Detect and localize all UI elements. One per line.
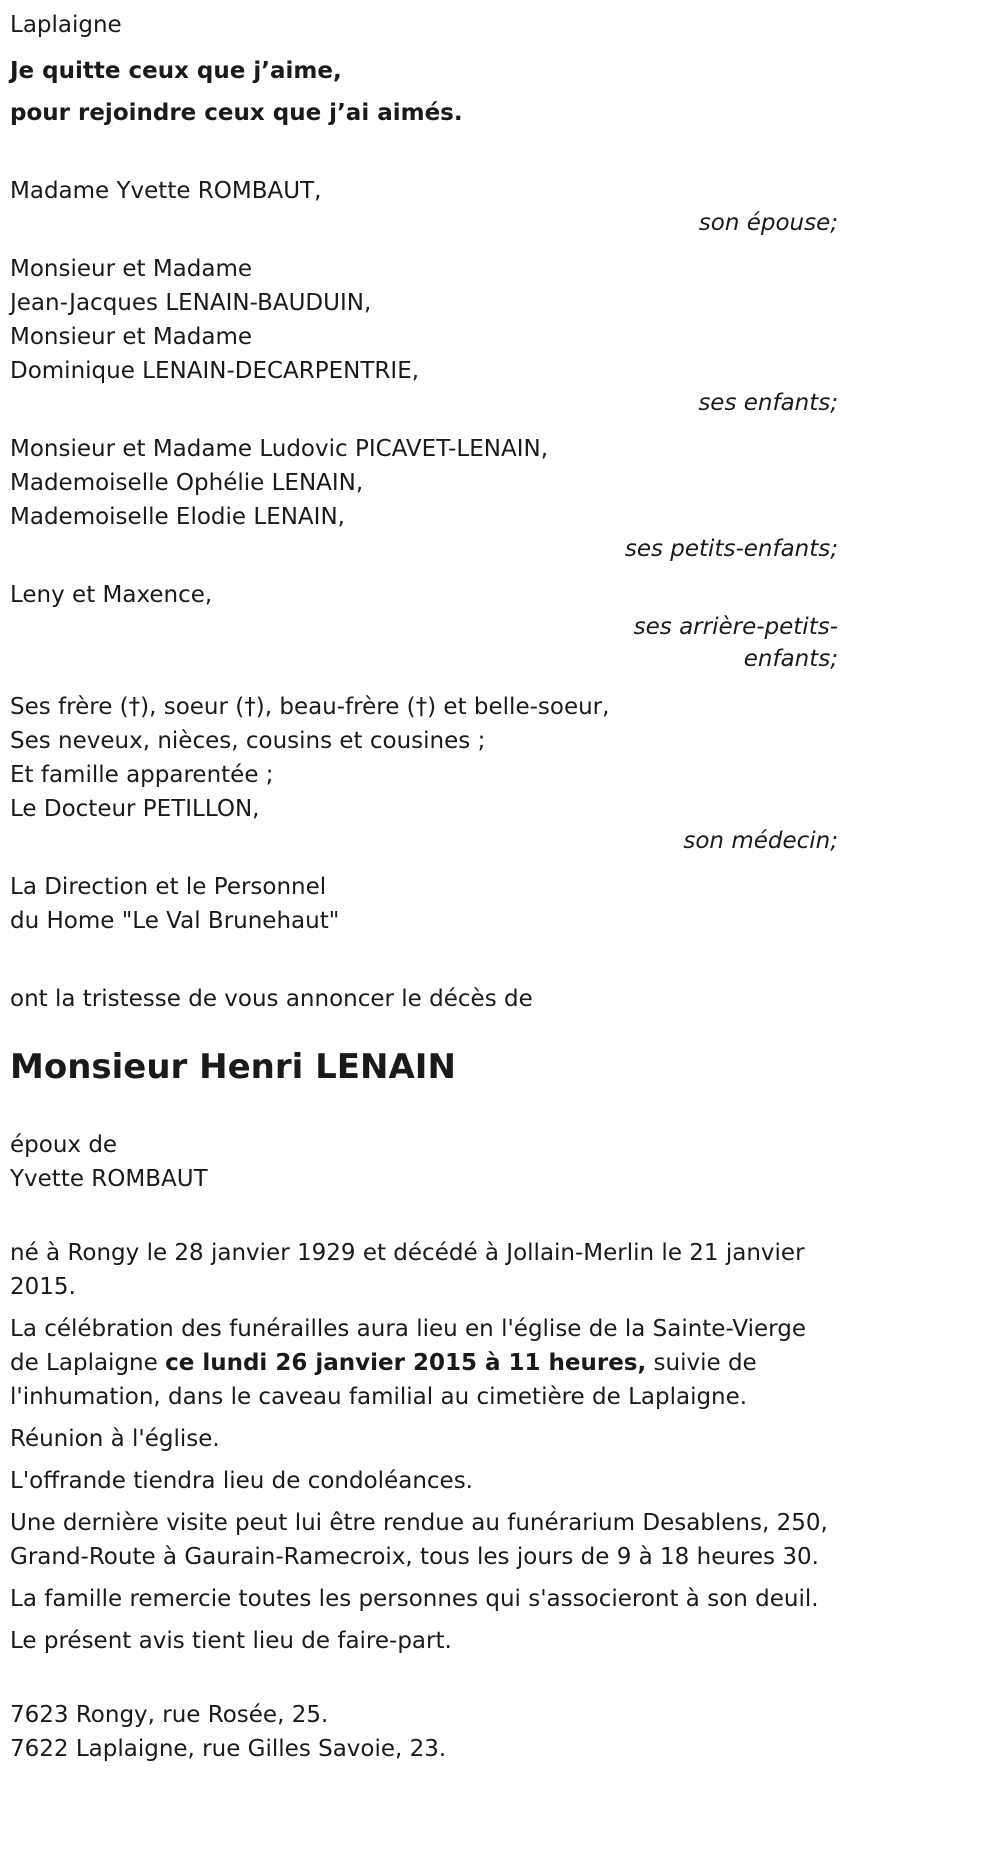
- relatives-line: Ses frère (†), soeur (†), beau-frère (†) et belle-soeur,: [10, 694, 610, 720]
- child-line: Monsieur et Madame: [10, 324, 253, 350]
- spacer: [10, 938, 838, 968]
- child-line: Dominique LENAIN-DECARPENTRIE,: [10, 358, 420, 384]
- home-group: [10, 870, 838, 938]
- others-group: [10, 690, 838, 858]
- great-grandchildren-line: Leny et Maxence,: [10, 582, 213, 608]
- home-line: du Home "Le Val Brunehaut": [10, 908, 340, 934]
- doctor-role: son médecin;: [683, 828, 838, 854]
- spouse-line: Madame Yvette ROMBAUT,: [10, 178, 322, 204]
- quote: [10, 50, 838, 134]
- grandchildren-group: [10, 432, 838, 566]
- child-line: Jean-Jacques LENAIN-BAUDUIN,: [10, 290, 372, 316]
- funeral-text-after: suivie de l'inhumation, dans le caveau familial au cimetière de Laplaigne.: [10, 1350, 757, 1410]
- birth-death: né à Rongy le 28 janvier 1929 et décédé à Jollain-Merlin le 21 janvier 2015.: [10, 1240, 805, 1300]
- visit-notice: Une dernière visite peut lui être rendue au funérarium Desablens, 250, Grand-Route à Gaurain-Ramecroix, tous les jours de 9 à 18 heures 30.: [10, 1510, 828, 1570]
- offering-notice: L'offrande tiendra lieu de condoléances.: [10, 1468, 473, 1494]
- funeral-paragraph: [10, 1312, 838, 1414]
- spouse-of: [10, 1128, 838, 1196]
- children-group: [10, 252, 838, 420]
- great-grandchildren-role-1: ses arrière-petits-: [633, 614, 838, 640]
- address-line: 7623 Rongy, rue Rosée, 25.: [10, 1702, 329, 1728]
- quote-line-2: pour rejoindre ceux que j’ai aimés.: [10, 100, 463, 126]
- great-grandchildren-role-2: enfants;: [743, 646, 838, 672]
- great-grandchildren-group: [10, 578, 838, 676]
- spouse-role: son épouse;: [698, 210, 838, 236]
- meeting-notice: Réunion à l'église.: [10, 1426, 220, 1452]
- announcement-intro: ont la tristesse de vous annoncer le décès de: [10, 986, 533, 1012]
- grandchildren-role: ses petits-enfants;: [624, 536, 838, 562]
- spouse-group: [10, 174, 838, 240]
- grandchild-line: Monsieur et Madame Ludovic PICAVET-LENAIN,: [10, 436, 549, 462]
- addresses: [10, 1698, 838, 1766]
- deceased-name: Monsieur Henri LENAIN: [10, 1047, 456, 1087]
- obituary-content: [10, 8, 838, 1766]
- child-line: Monsieur et Madame: [10, 256, 253, 282]
- relatives-line: Et famille apparentée ;: [10, 762, 274, 788]
- home-line: La Direction et le Personnel: [10, 874, 327, 900]
- address-line: 7622 Laplaigne, rue Gilles Savoie, 23.: [10, 1736, 447, 1762]
- spouse-of-line-1: époux de: [10, 1132, 118, 1158]
- children-role: ses enfants;: [698, 390, 838, 416]
- thanks-notice: La famille remercie toutes les personnes qui s'associeront à son deuil.: [10, 1586, 819, 1612]
- grandchild-line: Mademoiselle Ophélie LENAIN,: [10, 470, 364, 496]
- faire-part-notice: Le présent avis tient lieu de faire-part.: [10, 1628, 452, 1654]
- doctor-line: Le Docteur PETILLON,: [10, 796, 260, 822]
- funeral-text-before: La célébration des funérailles aura lieu en l'église de la Sainte-Vierge de Laplaigne: [10, 1316, 806, 1376]
- relatives-line: Ses neveux, nièces, cousins et cousines ;: [10, 728, 486, 754]
- funeral-date: ce lundi 26 janvier 2015 à 11 heures,: [165, 1350, 647, 1376]
- spouse-of-line-2: Yvette ROMBAUT: [10, 1166, 208, 1192]
- quote-line-1: Je quitte ceux que j’aime,: [10, 58, 342, 84]
- grandchild-line: Mademoiselle Elodie LENAIN,: [10, 504, 345, 530]
- place-name: Laplaigne: [10, 12, 122, 38]
